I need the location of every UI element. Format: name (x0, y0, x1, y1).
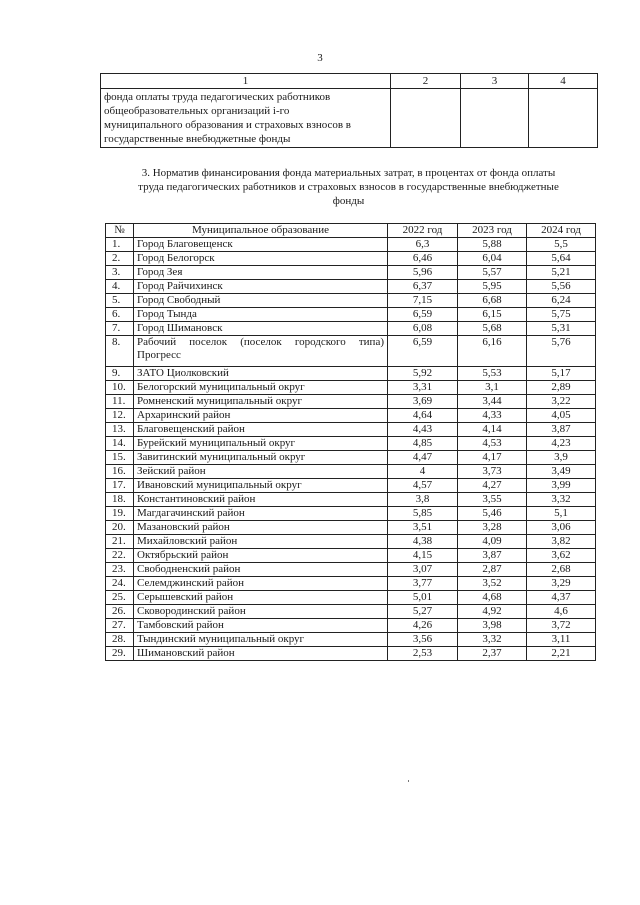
empty-cell (529, 89, 598, 148)
value-2024: 5,76 (527, 336, 596, 367)
table-row (106, 280, 596, 294)
value-2024: 3,99 (527, 479, 596, 493)
value-2024: 3,32 (527, 493, 596, 507)
row-number: 17. (106, 479, 134, 493)
table-row (106, 633, 596, 647)
table-row (106, 409, 596, 423)
table-row (106, 381, 596, 395)
norm-table (105, 223, 596, 661)
value-2023: 3,32 (458, 633, 527, 647)
heading-line: труда педагогических работников и страховых взносов в государственные внебюджетные (138, 181, 559, 193)
table-row (106, 322, 596, 336)
value-2023: 3,52 (458, 577, 527, 591)
value-2024: 5,56 (527, 280, 596, 294)
value-2024: 3,06 (527, 521, 596, 535)
value-2022: 6,3 (388, 238, 458, 252)
value-2023: 6,04 (458, 252, 527, 266)
empty-cell (391, 89, 461, 148)
row-number: 11. (106, 395, 134, 409)
table-row (106, 591, 596, 605)
value-2022: 3,77 (388, 577, 458, 591)
row-number: 13. (106, 423, 134, 437)
table-row (106, 647, 596, 661)
row-number: 12. (106, 409, 134, 423)
value-2022: 5,92 (388, 367, 458, 381)
empty-cell (461, 89, 529, 148)
municipality-name: Белогорский муниципальный округ (134, 381, 388, 395)
table-row (106, 577, 596, 591)
municipality-name: Мазановский район (134, 521, 388, 535)
value-2022: 5,01 (388, 591, 458, 605)
row-number: 2. (106, 252, 134, 266)
section-heading (100, 166, 597, 208)
municipality-name: Город Благовещенск (134, 238, 388, 252)
value-2024: 6,24 (527, 294, 596, 308)
row-number: 22. (106, 549, 134, 563)
table-row (106, 479, 596, 493)
municipality-name: Рабочий поселок (поселок городского типа) Прогресс (134, 336, 388, 367)
municipality-name: Город Шимановск (134, 322, 388, 336)
value-2023: 2,87 (458, 563, 527, 577)
value-2022: 6,37 (388, 280, 458, 294)
value-2024: 2,21 (527, 647, 596, 661)
row-number: 5. (106, 294, 134, 308)
municipality-name: Архаринский район (134, 409, 388, 423)
table-row (106, 507, 596, 521)
value-2023: 3,28 (458, 521, 527, 535)
value-2024: 2,68 (527, 563, 596, 577)
value-2022: 6,08 (388, 322, 458, 336)
table-row (106, 521, 596, 535)
table-row (106, 549, 596, 563)
row-number: 9. (106, 367, 134, 381)
municipality-name: Город Белогорск (134, 252, 388, 266)
text-line: общеобразовательных организаций i-го (104, 105, 290, 117)
column-header-2024: 2024 год (527, 224, 596, 238)
row-number: 4. (106, 280, 134, 294)
value-2023: 3,73 (458, 465, 527, 479)
row-number: 3. (106, 266, 134, 280)
value-2023: 4,33 (458, 409, 527, 423)
value-2023: 4,92 (458, 605, 527, 619)
value-2024: 3,82 (527, 535, 596, 549)
row-number: 28. (106, 633, 134, 647)
value-2022: 4,38 (388, 535, 458, 549)
value-2022: 6,46 (388, 252, 458, 266)
table-row (106, 294, 596, 308)
row-number: 24. (106, 577, 134, 591)
value-2024: 3,49 (527, 465, 596, 479)
municipality-name: Тамбовский район (134, 619, 388, 633)
text-line: муниципального образования и страховых взносов в (104, 119, 352, 131)
value-2024: 5,17 (527, 367, 596, 381)
value-2023: 2,37 (458, 647, 527, 661)
table-row (106, 493, 596, 507)
row-number: 14. (106, 437, 134, 451)
value-2024: 3,11 (527, 633, 596, 647)
municipality-name: Магдагачинский район (134, 507, 388, 521)
row-number: 23. (106, 563, 134, 577)
value-2023: 5,88 (458, 238, 527, 252)
table-row (106, 619, 596, 633)
value-2022: 2,53 (388, 647, 458, 661)
value-2023: 6,68 (458, 294, 527, 308)
value-2022: 7,15 (388, 294, 458, 308)
row-number: 20. (106, 521, 134, 535)
table-row (106, 252, 596, 266)
scan-speck (408, 780, 409, 782)
value-2023: 3,87 (458, 549, 527, 563)
value-2022: 3,69 (388, 395, 458, 409)
row-number: 19. (106, 507, 134, 521)
text-line: государственные внебюджетные фонды (104, 133, 291, 145)
table-row (106, 367, 596, 381)
table-row (106, 605, 596, 619)
municipality-name: Тындинский муниципальный округ (134, 633, 388, 647)
value-2022: 4,26 (388, 619, 458, 633)
value-2023: 3,55 (458, 493, 527, 507)
municipality-name: Город Свободный (134, 294, 388, 308)
value-2022: 5,85 (388, 507, 458, 521)
municipality-name: Свободненский район (134, 563, 388, 577)
row-number: 15. (106, 451, 134, 465)
value-2022: 3,56 (388, 633, 458, 647)
value-2022: 3,07 (388, 563, 458, 577)
value-2022: 5,96 (388, 266, 458, 280)
value-2023: 6,15 (458, 308, 527, 322)
header-row (106, 224, 596, 238)
row-number: 8. (106, 336, 134, 367)
row-number: 16. (106, 465, 134, 479)
table-row (106, 563, 596, 577)
value-2024: 4,23 (527, 437, 596, 451)
value-2023: 5,68 (458, 322, 527, 336)
table-row (106, 451, 596, 465)
table-row (106, 308, 596, 322)
municipality-name: Михайловский район (134, 535, 388, 549)
municipality-name: Сковородинский район (134, 605, 388, 619)
value-2024: 3,9 (527, 451, 596, 465)
value-2022: 4,57 (388, 479, 458, 493)
value-2024: 2,89 (527, 381, 596, 395)
value-2023: 5,46 (458, 507, 527, 521)
row-number: 6. (106, 308, 134, 322)
table-row (106, 395, 596, 409)
table-row (106, 336, 596, 367)
column-header-2022: 2022 год (388, 224, 458, 238)
value-2023: 4,09 (458, 535, 527, 549)
column-header: 4 (529, 74, 598, 89)
value-2024: 5,64 (527, 252, 596, 266)
value-2023: 4,17 (458, 451, 527, 465)
municipality-name: Завитинский муниципальный округ (134, 451, 388, 465)
value-2023: 3,44 (458, 395, 527, 409)
municipality-name: Константиновский район (134, 493, 388, 507)
formula-description-cell (101, 89, 391, 148)
value-2024: 5,31 (527, 322, 596, 336)
value-2022: 6,59 (388, 308, 458, 322)
heading-line: 3. Норматив финансирования фонда материальных затрат, в процентах от фонда оплаты (141, 167, 556, 179)
value-2023: 4,53 (458, 437, 527, 451)
municipality-name: Город Зея (134, 266, 388, 280)
column-header: 3 (461, 74, 529, 89)
page-number: 3 (317, 52, 323, 64)
municipality-name: Город Тында (134, 308, 388, 322)
municipality-name: Селемджинский район (134, 577, 388, 591)
heading-line: фонды (332, 195, 365, 207)
value-2022: 4,43 (388, 423, 458, 437)
table-row (106, 465, 596, 479)
value-2022: 4,47 (388, 451, 458, 465)
row-number: 26. (106, 605, 134, 619)
value-2024: 5,5 (527, 238, 596, 252)
column-header-municipality: Муниципальное образование (134, 224, 388, 238)
value-2022: 5,27 (388, 605, 458, 619)
value-2022: 6,59 (388, 336, 458, 367)
value-2024: 5,21 (527, 266, 596, 280)
value-2022: 3,8 (388, 493, 458, 507)
municipality-name: Ромненский муниципальный округ (134, 395, 388, 409)
municipality-name: ЗАТО Циолковский (134, 367, 388, 381)
value-2024: 3,22 (527, 395, 596, 409)
value-2023: 6,16 (458, 336, 527, 367)
row-number: 21. (106, 535, 134, 549)
value-2024: 5,1 (527, 507, 596, 521)
value-2023: 5,57 (458, 266, 527, 280)
row-number: 27. (106, 619, 134, 633)
header-row (101, 74, 598, 89)
row-number: 1. (106, 238, 134, 252)
value-2024: 3,87 (527, 423, 596, 437)
value-2023: 4,14 (458, 423, 527, 437)
value-2023: 5,53 (458, 367, 527, 381)
value-2022: 4,64 (388, 409, 458, 423)
value-2024: 3,62 (527, 549, 596, 563)
municipality-name: Бурейский муниципальный округ (134, 437, 388, 451)
row-number: 18. (106, 493, 134, 507)
value-2022: 4,15 (388, 549, 458, 563)
table-row (106, 266, 596, 280)
table-row (106, 437, 596, 451)
value-2023: 3,1 (458, 381, 527, 395)
text-line: фонда оплаты труда педагогических работников (104, 91, 331, 103)
row-number: 25. (106, 591, 134, 605)
table-row (106, 535, 596, 549)
table-row (106, 423, 596, 437)
value-2024: 4,6 (527, 605, 596, 619)
column-header-number: № (106, 224, 134, 238)
value-2022: 3,31 (388, 381, 458, 395)
row-number: 7. (106, 322, 134, 336)
value-2023: 5,95 (458, 280, 527, 294)
municipality-name: Благовещенский район (134, 423, 388, 437)
municipality-name: Зейский район (134, 465, 388, 479)
continuation-table (100, 73, 598, 148)
table-row (101, 89, 598, 148)
value-2024: 3,29 (527, 577, 596, 591)
table-row (106, 238, 596, 252)
municipality-name: Серышевский район (134, 591, 388, 605)
value-2024: 4,37 (527, 591, 596, 605)
row-number: 10. (106, 381, 134, 395)
municipality-name: Шимановский район (134, 647, 388, 661)
municipality-name: Ивановский муниципальный округ (134, 479, 388, 493)
value-2023: 4,68 (458, 591, 527, 605)
value-2022: 4,85 (388, 437, 458, 451)
value-2022: 4 (388, 465, 458, 479)
column-header-2023: 2023 год (458, 224, 527, 238)
value-2024: 4,05 (527, 409, 596, 423)
municipality-name: Город Райчихинск (134, 280, 388, 294)
column-header: 1 (101, 74, 391, 89)
column-header: 2 (391, 74, 461, 89)
row-number: 29. (106, 647, 134, 661)
value-2023: 4,27 (458, 479, 527, 493)
value-2022: 3,51 (388, 521, 458, 535)
value-2023: 3,98 (458, 619, 527, 633)
value-2024: 5,75 (527, 308, 596, 322)
municipality-name: Октябрьский район (134, 549, 388, 563)
value-2024: 3,72 (527, 619, 596, 633)
